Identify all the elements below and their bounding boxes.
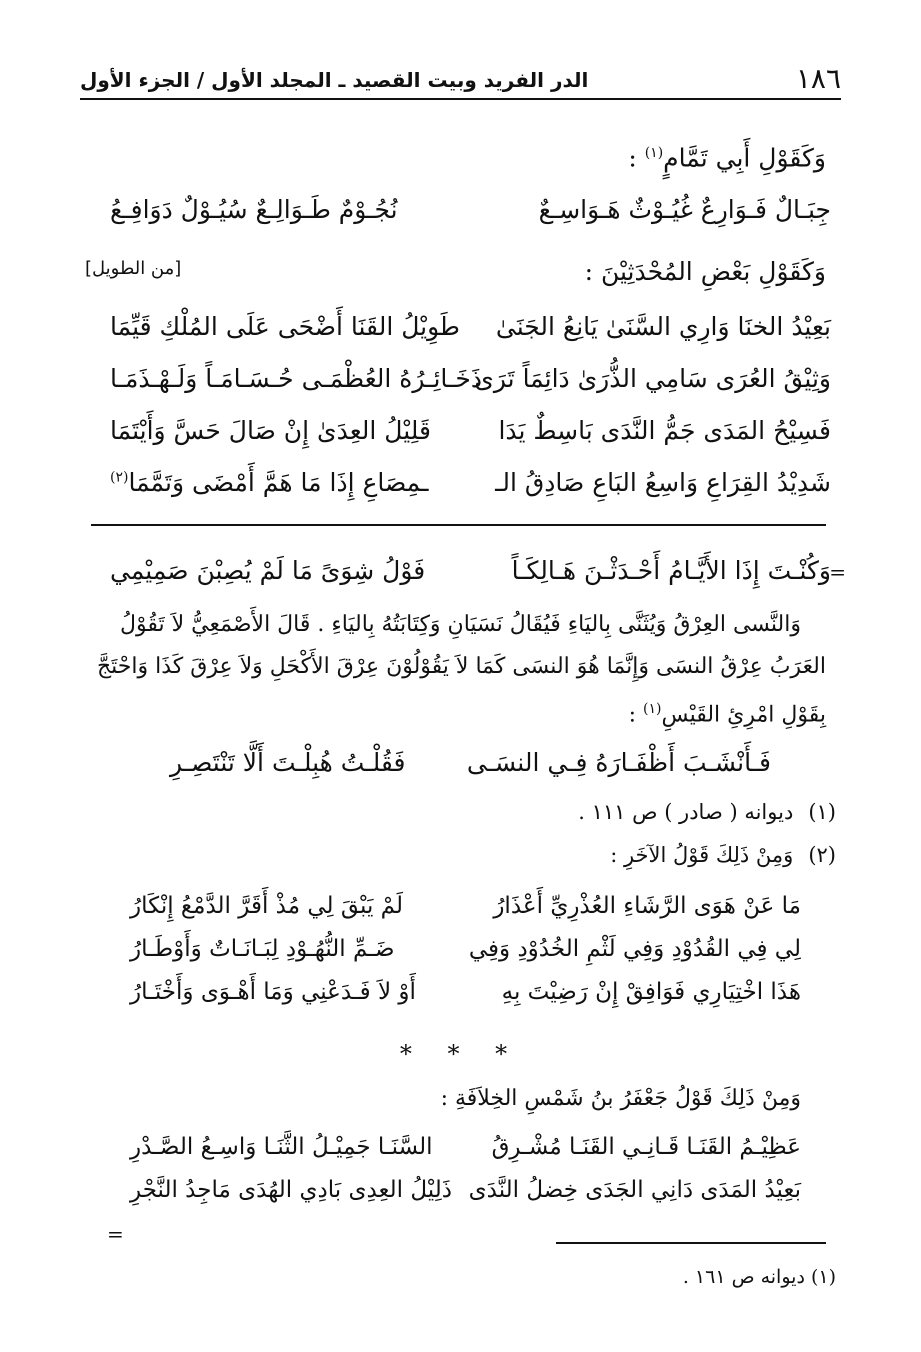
footnote-ref: (٢) (110, 469, 129, 486)
page-header (80, 58, 841, 94)
verse-2: وَثِيْقُ العُرَى سَامِي الذُّرَىٰ دَائِمَاً تَرَى ذَخَـائِـرُهُ العُظْمَـى حُـسَـامَـاً وَلَـهْـذَمَـا (110, 364, 831, 393)
intro-jafar: وَمِنْ ذَلِكَ قَوْلُ جَعْفَرُ بنُ شَمْسِ الخِلاَفَةِ : (440, 1086, 801, 1111)
paragraph-line-1: وَالنَّسى العِرْقُ وَيُثَنَّى بِاليَاءِ فَيُقَالُ نَسَيَانِ وَكِتَابَتُهُ بِاليَاءِ . قَالَ الأَصْمَعِيُّ لاَ تَقُوْلُ (120, 612, 801, 637)
footnote-1: (١) ديوانه ( صادر ) ص ١١١ . (578, 800, 836, 824)
paragraph-line-2: العَرَبُ عِرْقُ النسَى وَإِنَّمَا هُوَ النسَى كَمَا لاَ يَقُوْلُوْنَ عِرْقَ الأَكْحَلِ وَلاَ عِرْقَ كَذَا وَاحْتَجَّ (96, 654, 826, 679)
paragraph-line-3: بِقَوْلِ امْرِئِ القَيْسِ$^{(١)}$ : (628, 701, 826, 728)
fn-verse-3: هَذَا اخْتِيَارِي فَوَافِقْ إِنْ رَضِيْتَ بِهِ أَوْ لاَ فَـدَعْنِي وَمَا أَهْـوَى وَأَخْتَـارُ (130, 979, 801, 1005)
intro-abu-tammam: وَكَقَوْلِ أَبِي تَمَّامٍ$^{(١)}$ : (628, 143, 826, 173)
continuation-mark: = (829, 560, 846, 584)
bottom-footnote: (١) ديوانه ص ١٦١ . (682, 1266, 836, 1288)
page-number: ١٨٦ (795, 62, 841, 95)
meter-label: [من الطويل] (85, 258, 182, 279)
fn-verse-2: لِي فِي القُدُوْدِ وَفِي لَثْمِ الخُدُوْدِ وَفِي ضَـمِّ النُّهُـوْدِ لِبَـانَـاتٌ وَأَوْطَـارُ (130, 936, 801, 962)
hemistich-right: جِبَـالٌ فَـوَارِعٌ غُيُـوْثٌ هَـوَاسِـعٌ (538, 195, 831, 224)
fn-verse-1: مَا عَنْ هَوَى الرَّشَاءِ العُذْرِيِّ أَعْذَارُ لَمْ يَبْقَ لِي مُذْ أَقَرَّ الدَّمْعُ إِنْكَارُ (130, 893, 801, 919)
verse-1: بَعِيْدُ الخنَا وَارِي السَّنَىٰ يَانِعُ الجَنَىٰ طَوِيْلُ القَنَا أَضْحَى عَلَى المُلْكِ قَيِّمَا (110, 312, 831, 341)
bottom-footnote-separator (556, 1242, 826, 1244)
verse-continuation: وَكُنْـتَ إِذَا الأَيَّـامُ أَحْـدَثْـنَ هَـالِكَـاً فَوْلُ شِوَىً مَا لَمْ يُصِبْنَ صَمِيْمِي (110, 556, 831, 585)
running-title: الدر الفريد وبيت القصيد ـ المجلد الأول / الجزء الأول (80, 68, 589, 92)
verse-abu-tammam (60, 195, 861, 239)
footnote-2: (٢) وَمِنْ ذَلِكَ قَوْلُ الآخَرِ : (610, 843, 836, 867)
verse-4: شَدِيْدُ القِرَاعِ وَاسِعُ البَاعِ صَادِقُ الـ ـمِصَاعِ إِذَا مَا هَمَّ أَمْضَى وَتَمَّمَا$^{(٢)}$ (110, 468, 831, 497)
header-rule (80, 98, 841, 100)
jafar-verse-2: بَعِيْدُ المَدَى دَانِي الجَدَى خِضلُ النَّدَى ذَلِيْلُ العِدِى بَادِي الهُدَى مَاجِدُ النَّجْرِ (130, 1177, 801, 1203)
section-separator-stars: * * * (399, 1040, 522, 1068)
continuation-mark-bottom: = (107, 1222, 124, 1246)
intro-muhdathin: وَكَقَوْلِ بَعْضِ المُحْدَثِيْنَ : (584, 257, 826, 286)
hemistich-left: نُجُـوْمٌ طَـوَالِـعٌ سُيُـوْلٌ دَوَافِـعُ (110, 195, 398, 224)
verse-3: فَسِيْحُ المَدَى جَمُّ النَّدَى بَاسِطٌ يَدَا قَلِيْلُ العِدَىٰ إِنْ صَالَ حَسَّ وَأَيْتَمَا (110, 416, 831, 445)
footnote-separator (91, 524, 826, 526)
verse-imru-al-qais: فَـأَنْشَـبَ أَظْفَـارَهُ فِـي النسَـى فَقُلْـتُ هُبِلْـتَ أَلَّا تَنْتَصِـرِ (170, 748, 771, 777)
jafar-verse-1: عَظِيْـمُ القَنَـا قَـانِـي القَنَـا مُشْـرِقُ السَّنَـا جَمِيْـلُ الثَّنَـا وَاسِـعُ الصَّـدْرِ (130, 1134, 801, 1160)
